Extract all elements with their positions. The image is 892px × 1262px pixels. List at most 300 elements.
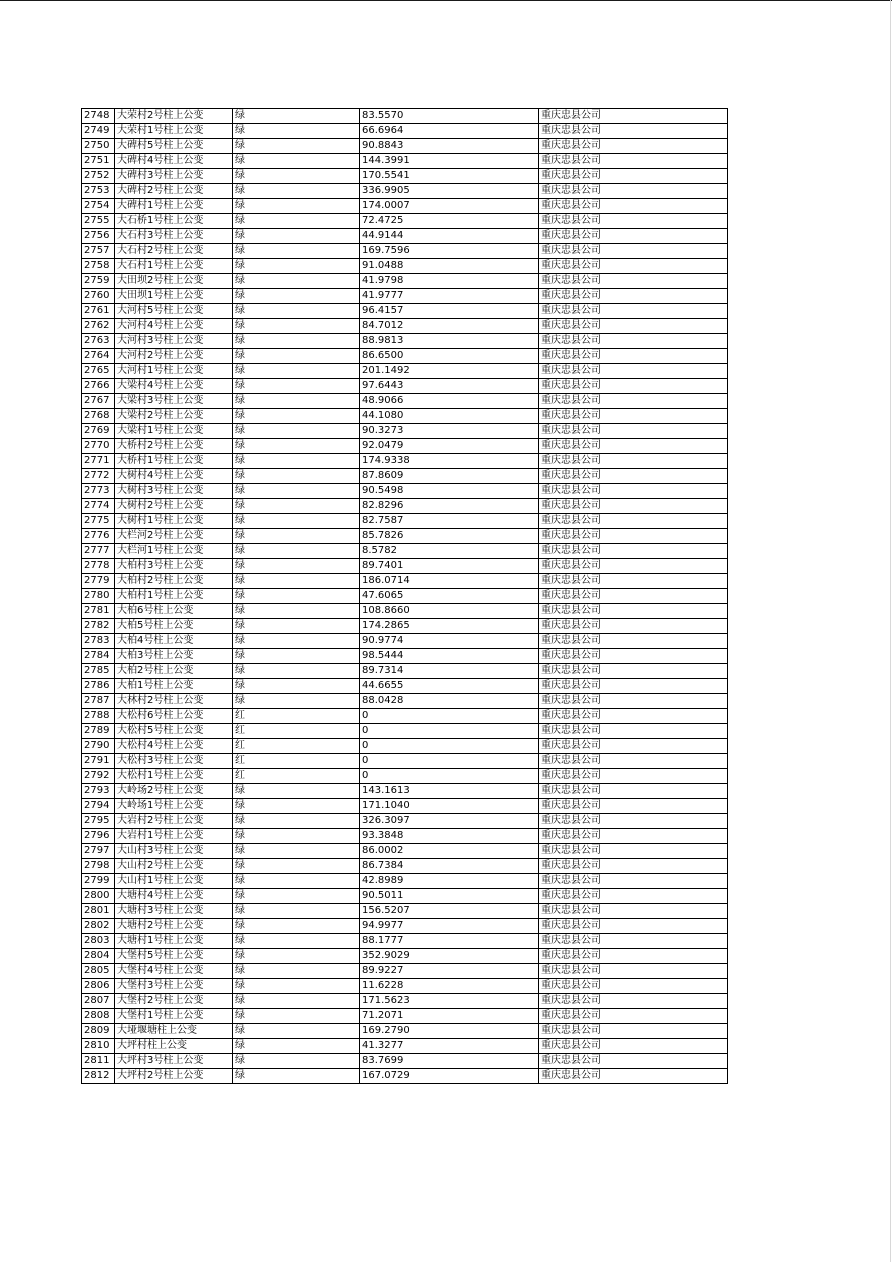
company-cell: 重庆忠县公司 — [539, 844, 728, 859]
status-cell: 绿 — [233, 1009, 360, 1024]
transformer-name-cell: 大荣村1号柱上公变 — [115, 124, 233, 139]
company-cell: 重庆忠县公司 — [539, 214, 728, 229]
status-cell: 绿 — [233, 979, 360, 994]
status-cell: 红 — [233, 754, 360, 769]
table-row — [82, 904, 728, 919]
status-cell: 绿 — [233, 259, 360, 274]
company-cell: 重庆忠县公司 — [539, 109, 728, 124]
company-cell: 重庆忠县公司 — [539, 919, 728, 934]
row-id-cell: 2766 — [82, 379, 115, 394]
table-row — [82, 1009, 728, 1024]
status-cell: 绿 — [233, 319, 360, 334]
transformer-name-cell: 大河村4号柱上公变 — [115, 319, 233, 334]
status-cell: 绿 — [233, 1039, 360, 1054]
transformer-name-cell: 大山村2号柱上公变 — [115, 859, 233, 874]
status-cell: 绿 — [233, 634, 360, 649]
value-cell: 144.3991 — [360, 154, 539, 169]
row-id-cell: 2765 — [82, 364, 115, 379]
row-id-cell: 2784 — [82, 649, 115, 664]
value-cell: 83.5570 — [360, 109, 539, 124]
value-cell: 0 — [360, 769, 539, 784]
company-cell: 重庆忠县公司 — [539, 499, 728, 514]
row-id-cell: 2763 — [82, 334, 115, 349]
transformer-name-cell: 大树村3号柱上公变 — [115, 484, 233, 499]
row-id-cell: 2809 — [82, 1024, 115, 1039]
transformer-name-cell: 大碑村5号柱上公变 — [115, 139, 233, 154]
status-cell: 绿 — [233, 889, 360, 904]
row-id-cell: 2752 — [82, 169, 115, 184]
status-cell: 绿 — [233, 529, 360, 544]
row-id-cell: 2773 — [82, 484, 115, 499]
table-row — [82, 109, 728, 124]
transformer-name-cell: 大荣村2号柱上公变 — [115, 109, 233, 124]
row-id-cell: 2808 — [82, 1009, 115, 1024]
company-cell: 重庆忠县公司 — [539, 679, 728, 694]
table-row — [82, 514, 728, 529]
row-id-cell: 2777 — [82, 544, 115, 559]
row-id-cell: 2757 — [82, 244, 115, 259]
table-row — [82, 319, 728, 334]
value-cell: 41.9777 — [360, 289, 539, 304]
company-cell: 重庆忠县公司 — [539, 514, 728, 529]
transformer-name-cell: 大桥村2号柱上公变 — [115, 439, 233, 454]
table-row — [82, 124, 728, 139]
row-id-cell: 2795 — [82, 814, 115, 829]
table-row — [82, 739, 728, 754]
row-id-cell: 2779 — [82, 574, 115, 589]
transformer-name-cell: 大柏2号柱上公变 — [115, 664, 233, 679]
table-row — [82, 1069, 728, 1084]
transformer-name-cell: 大山村3号柱上公变 — [115, 844, 233, 859]
status-cell: 绿 — [233, 289, 360, 304]
table-row — [82, 679, 728, 694]
company-cell: 重庆忠县公司 — [539, 814, 728, 829]
status-cell: 绿 — [233, 364, 360, 379]
company-cell: 重庆忠县公司 — [539, 229, 728, 244]
row-id-cell: 2806 — [82, 979, 115, 994]
transformer-name-cell: 大柏村1号柱上公变 — [115, 589, 233, 604]
transformer-name-cell: 大石村3号柱上公变 — [115, 229, 233, 244]
row-id-cell: 2768 — [82, 409, 115, 424]
table-row — [82, 604, 728, 619]
value-cell: 72.4725 — [360, 214, 539, 229]
table-row — [82, 934, 728, 949]
table-row — [82, 559, 728, 574]
transformer-name-cell: 大塘村1号柱上公变 — [115, 934, 233, 949]
row-id-cell: 2771 — [82, 454, 115, 469]
company-cell: 重庆忠县公司 — [539, 289, 728, 304]
row-id-cell: 2810 — [82, 1039, 115, 1054]
row-id-cell: 2799 — [82, 874, 115, 889]
status-cell: 绿 — [233, 544, 360, 559]
status-cell: 红 — [233, 739, 360, 754]
company-cell: 重庆忠县公司 — [539, 334, 728, 349]
value-cell: 90.5498 — [360, 484, 539, 499]
company-cell: 重庆忠县公司 — [539, 154, 728, 169]
status-cell: 绿 — [233, 574, 360, 589]
company-cell: 重庆忠县公司 — [539, 949, 728, 964]
status-cell: 绿 — [233, 919, 360, 934]
status-cell: 绿 — [233, 334, 360, 349]
row-id-cell: 2781 — [82, 604, 115, 619]
transformer-name-cell: 大坪村2号柱上公变 — [115, 1069, 233, 1084]
table-row — [82, 664, 728, 679]
table-row — [82, 859, 728, 874]
company-cell: 重庆忠县公司 — [539, 349, 728, 364]
row-id-cell: 2793 — [82, 784, 115, 799]
transformer-name-cell: 大柏6号柱上公变 — [115, 604, 233, 619]
status-cell: 绿 — [233, 304, 360, 319]
row-id-cell: 2804 — [82, 949, 115, 964]
transformer-name-cell: 大堡村3号柱上公变 — [115, 979, 233, 994]
transformer-name-cell: 大梁村1号柱上公变 — [115, 424, 233, 439]
value-cell: 85.7826 — [360, 529, 539, 544]
value-cell: 0 — [360, 739, 539, 754]
value-cell: 0 — [360, 724, 539, 739]
table-row — [82, 334, 728, 349]
row-id-cell: 2767 — [82, 394, 115, 409]
company-cell: 重庆忠县公司 — [539, 634, 728, 649]
value-cell: 86.6500 — [360, 349, 539, 364]
value-cell: 94.9977 — [360, 919, 539, 934]
transformer-name-cell: 大坪村柱上公变 — [115, 1039, 233, 1054]
table-row — [82, 574, 728, 589]
status-cell: 绿 — [233, 904, 360, 919]
company-cell: 重庆忠县公司 — [539, 589, 728, 604]
company-cell: 重庆忠县公司 — [539, 454, 728, 469]
status-cell: 绿 — [233, 604, 360, 619]
status-cell: 绿 — [233, 514, 360, 529]
table-row — [82, 379, 728, 394]
status-cell: 绿 — [233, 469, 360, 484]
value-cell: 66.6964 — [360, 124, 539, 139]
status-cell: 绿 — [233, 484, 360, 499]
table-row — [82, 949, 728, 964]
status-cell: 绿 — [233, 169, 360, 184]
table-row — [82, 214, 728, 229]
transformer-name-cell: 大河村3号柱上公变 — [115, 334, 233, 349]
value-cell: 90.3273 — [360, 424, 539, 439]
row-id-cell: 2751 — [82, 154, 115, 169]
table-row — [82, 439, 728, 454]
transformer-name-cell: 大柏5号柱上公变 — [115, 619, 233, 634]
value-cell: 174.9338 — [360, 454, 539, 469]
value-cell: 108.8660 — [360, 604, 539, 619]
table-row — [82, 274, 728, 289]
row-id-cell: 2791 — [82, 754, 115, 769]
row-id-cell: 2811 — [82, 1054, 115, 1069]
table-row — [82, 424, 728, 439]
row-id-cell: 2801 — [82, 904, 115, 919]
table-row — [82, 754, 728, 769]
row-id-cell: 2792 — [82, 769, 115, 784]
value-cell: 174.0007 — [360, 199, 539, 214]
transformer-name-cell: 大梁村4号柱上公变 — [115, 379, 233, 394]
company-cell: 重庆忠县公司 — [539, 994, 728, 1009]
status-cell: 绿 — [233, 394, 360, 409]
transformer-name-cell: 大松村6号柱上公变 — [115, 709, 233, 724]
table-row — [82, 694, 728, 709]
table-row — [82, 259, 728, 274]
row-id-cell: 2800 — [82, 889, 115, 904]
table-row — [82, 154, 728, 169]
table-row — [82, 484, 728, 499]
value-cell: 98.5444 — [360, 649, 539, 664]
company-cell: 重庆忠县公司 — [539, 724, 728, 739]
status-cell: 绿 — [233, 409, 360, 424]
row-id-cell: 2776 — [82, 529, 115, 544]
company-cell: 重庆忠县公司 — [539, 199, 728, 214]
status-cell: 绿 — [233, 844, 360, 859]
row-id-cell: 2772 — [82, 469, 115, 484]
value-cell: 86.7384 — [360, 859, 539, 874]
company-cell: 重庆忠县公司 — [539, 1054, 728, 1069]
value-cell: 90.9774 — [360, 634, 539, 649]
status-cell: 绿 — [233, 439, 360, 454]
table-row — [82, 619, 728, 634]
value-cell: 88.0428 — [360, 694, 539, 709]
company-cell: 重庆忠县公司 — [539, 574, 728, 589]
status-cell: 绿 — [233, 784, 360, 799]
transformer-name-cell: 大柏3号柱上公变 — [115, 649, 233, 664]
company-cell: 重庆忠县公司 — [539, 784, 728, 799]
value-cell: 0 — [360, 754, 539, 769]
row-id-cell: 2758 — [82, 259, 115, 274]
value-cell: 186.0714 — [360, 574, 539, 589]
company-cell: 重庆忠县公司 — [539, 619, 728, 634]
table-row — [82, 649, 728, 664]
value-cell: 174.2865 — [360, 619, 539, 634]
value-cell: 171.5623 — [360, 994, 539, 1009]
transformer-name-cell: 大堡村1号柱上公变 — [115, 1009, 233, 1024]
table-row — [82, 454, 728, 469]
company-cell: 重庆忠县公司 — [539, 829, 728, 844]
row-id-cell: 2802 — [82, 919, 115, 934]
value-cell: 89.7401 — [360, 559, 539, 574]
status-cell: 绿 — [233, 349, 360, 364]
table-row — [82, 814, 728, 829]
company-cell: 重庆忠县公司 — [539, 529, 728, 544]
table-row — [82, 364, 728, 379]
row-id-cell: 2756 — [82, 229, 115, 244]
value-cell: 71.2071 — [360, 1009, 539, 1024]
value-cell: 93.3848 — [360, 829, 539, 844]
row-id-cell: 2770 — [82, 439, 115, 454]
row-id-cell: 2785 — [82, 664, 115, 679]
value-cell: 201.1492 — [360, 364, 539, 379]
table-row — [82, 529, 728, 544]
status-cell: 红 — [233, 709, 360, 724]
company-cell: 重庆忠县公司 — [539, 739, 728, 754]
row-id-cell: 2796 — [82, 829, 115, 844]
value-cell: 0 — [360, 709, 539, 724]
transformer-name-cell: 大松村1号柱上公变 — [115, 769, 233, 784]
value-cell: 83.7699 — [360, 1054, 539, 1069]
row-id-cell: 2789 — [82, 724, 115, 739]
value-cell: 88.9813 — [360, 334, 539, 349]
row-id-cell: 2780 — [82, 589, 115, 604]
transformer-name-cell: 大树村1号柱上公变 — [115, 514, 233, 529]
status-cell: 绿 — [233, 229, 360, 244]
transformer-name-cell: 大碑村2号柱上公变 — [115, 184, 233, 199]
row-id-cell: 2750 — [82, 139, 115, 154]
table-row — [82, 139, 728, 154]
row-id-cell: 2788 — [82, 709, 115, 724]
company-cell: 重庆忠县公司 — [539, 544, 728, 559]
transformer-name-cell: 大石村1号柱上公变 — [115, 259, 233, 274]
status-cell: 绿 — [233, 124, 360, 139]
table-row — [82, 184, 728, 199]
value-cell: 91.0488 — [360, 259, 539, 274]
value-cell: 167.0729 — [360, 1069, 539, 1084]
company-cell: 重庆忠县公司 — [539, 754, 728, 769]
value-cell: 143.1613 — [360, 784, 539, 799]
page-top-border — [0, 0, 892, 1]
table-row — [82, 469, 728, 484]
transformer-name-cell: 大石村2号柱上公变 — [115, 244, 233, 259]
company-cell: 重庆忠县公司 — [539, 469, 728, 484]
status-cell: 绿 — [233, 139, 360, 154]
value-cell: 90.5011 — [360, 889, 539, 904]
status-cell: 绿 — [233, 1024, 360, 1039]
value-cell: 89.7314 — [360, 664, 539, 679]
row-id-cell: 2797 — [82, 844, 115, 859]
transformer-name-cell: 大林村2号柱上公变 — [115, 694, 233, 709]
transformer-name-cell: 大栏河1号柱上公变 — [115, 544, 233, 559]
transformer-name-cell: 大松村4号柱上公变 — [115, 739, 233, 754]
transformer-name-cell: 大岩村1号柱上公变 — [115, 829, 233, 844]
value-cell: 84.7012 — [360, 319, 539, 334]
value-cell: 169.7596 — [360, 244, 539, 259]
transformer-name-cell: 大松村5号柱上公变 — [115, 724, 233, 739]
row-id-cell: 2782 — [82, 619, 115, 634]
company-cell: 重庆忠县公司 — [539, 559, 728, 574]
company-cell: 重庆忠县公司 — [539, 934, 728, 949]
status-cell: 绿 — [233, 454, 360, 469]
value-cell: 156.5207 — [360, 904, 539, 919]
table-row — [82, 499, 728, 514]
status-cell: 绿 — [233, 109, 360, 124]
status-cell: 绿 — [233, 199, 360, 214]
row-id-cell: 2783 — [82, 634, 115, 649]
row-id-cell: 2812 — [82, 1069, 115, 1084]
transformer-name-cell: 大岩村2号柱上公变 — [115, 814, 233, 829]
transformer-name-cell: 大河村2号柱上公变 — [115, 349, 233, 364]
transformer-name-cell: 大山村1号柱上公变 — [115, 874, 233, 889]
company-cell: 重庆忠县公司 — [539, 649, 728, 664]
table-row — [82, 889, 728, 904]
status-cell: 绿 — [233, 244, 360, 259]
table-row — [82, 769, 728, 784]
transformer-name-cell: 大碑村1号柱上公变 — [115, 199, 233, 214]
status-cell: 绿 — [233, 1054, 360, 1069]
row-id-cell: 2787 — [82, 694, 115, 709]
table-body — [82, 109, 728, 1084]
value-cell: 326.3097 — [360, 814, 539, 829]
value-cell: 11.6228 — [360, 979, 539, 994]
company-cell: 重庆忠县公司 — [539, 169, 728, 184]
table-row — [82, 994, 728, 1009]
row-id-cell: 2753 — [82, 184, 115, 199]
company-cell: 重庆忠县公司 — [539, 1009, 728, 1024]
row-id-cell: 2749 — [82, 124, 115, 139]
status-cell: 绿 — [233, 664, 360, 679]
transformer-name-cell: 大塘村4号柱上公变 — [115, 889, 233, 904]
status-cell: 绿 — [233, 649, 360, 664]
transformer-name-cell: 大堡村5号柱上公变 — [115, 949, 233, 964]
table-row — [82, 979, 728, 994]
transformer-name-cell: 大河村5号柱上公变 — [115, 304, 233, 319]
value-cell: 352.9029 — [360, 949, 539, 964]
value-cell: 89.9227 — [360, 964, 539, 979]
table-row — [82, 919, 728, 934]
company-cell: 重庆忠县公司 — [539, 409, 728, 424]
table-row — [82, 304, 728, 319]
status-cell: 绿 — [233, 499, 360, 514]
row-id-cell: 2798 — [82, 859, 115, 874]
company-cell: 重庆忠县公司 — [539, 769, 728, 784]
value-cell: 336.9905 — [360, 184, 539, 199]
transformer-name-cell: 大坪村3号柱上公变 — [115, 1054, 233, 1069]
status-cell: 绿 — [233, 679, 360, 694]
row-id-cell: 2760 — [82, 289, 115, 304]
value-cell: 86.0002 — [360, 844, 539, 859]
status-cell: 绿 — [233, 559, 360, 574]
company-cell: 重庆忠县公司 — [539, 424, 728, 439]
status-cell: 绿 — [233, 874, 360, 889]
transformer-name-cell: 大岭场2号柱上公变 — [115, 784, 233, 799]
status-cell: 绿 — [233, 274, 360, 289]
status-cell: 绿 — [233, 214, 360, 229]
company-cell: 重庆忠县公司 — [539, 1039, 728, 1054]
company-cell: 重庆忠县公司 — [539, 799, 728, 814]
table-row — [82, 799, 728, 814]
value-cell: 47.6065 — [360, 589, 539, 604]
table-row — [82, 964, 728, 979]
table-row — [82, 244, 728, 259]
value-cell: 44.1080 — [360, 409, 539, 424]
value-cell: 8.5782 — [360, 544, 539, 559]
status-cell: 绿 — [233, 184, 360, 199]
company-cell: 重庆忠县公司 — [539, 694, 728, 709]
transformer-name-cell: 大柏村3号柱上公变 — [115, 559, 233, 574]
row-id-cell: 2794 — [82, 799, 115, 814]
company-cell: 重庆忠县公司 — [539, 439, 728, 454]
transformer-load-table — [81, 108, 728, 1084]
company-cell: 重庆忠县公司 — [539, 184, 728, 199]
table-row — [82, 784, 728, 799]
table-row — [82, 634, 728, 649]
transformer-name-cell: 大树村4号柱上公变 — [115, 469, 233, 484]
status-cell: 红 — [233, 769, 360, 784]
value-cell: 44.9144 — [360, 229, 539, 244]
value-cell: 82.7587 — [360, 514, 539, 529]
transformer-name-cell: 大柏4号柱上公变 — [115, 634, 233, 649]
company-cell: 重庆忠县公司 — [539, 394, 728, 409]
status-cell: 绿 — [233, 859, 360, 874]
value-cell: 90.8843 — [360, 139, 539, 154]
row-id-cell: 2807 — [82, 994, 115, 1009]
table-row — [82, 289, 728, 304]
value-cell: 88.1777 — [360, 934, 539, 949]
transformer-name-cell: 大堡村4号柱上公变 — [115, 964, 233, 979]
row-id-cell: 2769 — [82, 424, 115, 439]
table-row — [82, 544, 728, 559]
row-id-cell: 2803 — [82, 934, 115, 949]
company-cell: 重庆忠县公司 — [539, 904, 728, 919]
status-cell: 绿 — [233, 799, 360, 814]
status-cell: 绿 — [233, 934, 360, 949]
